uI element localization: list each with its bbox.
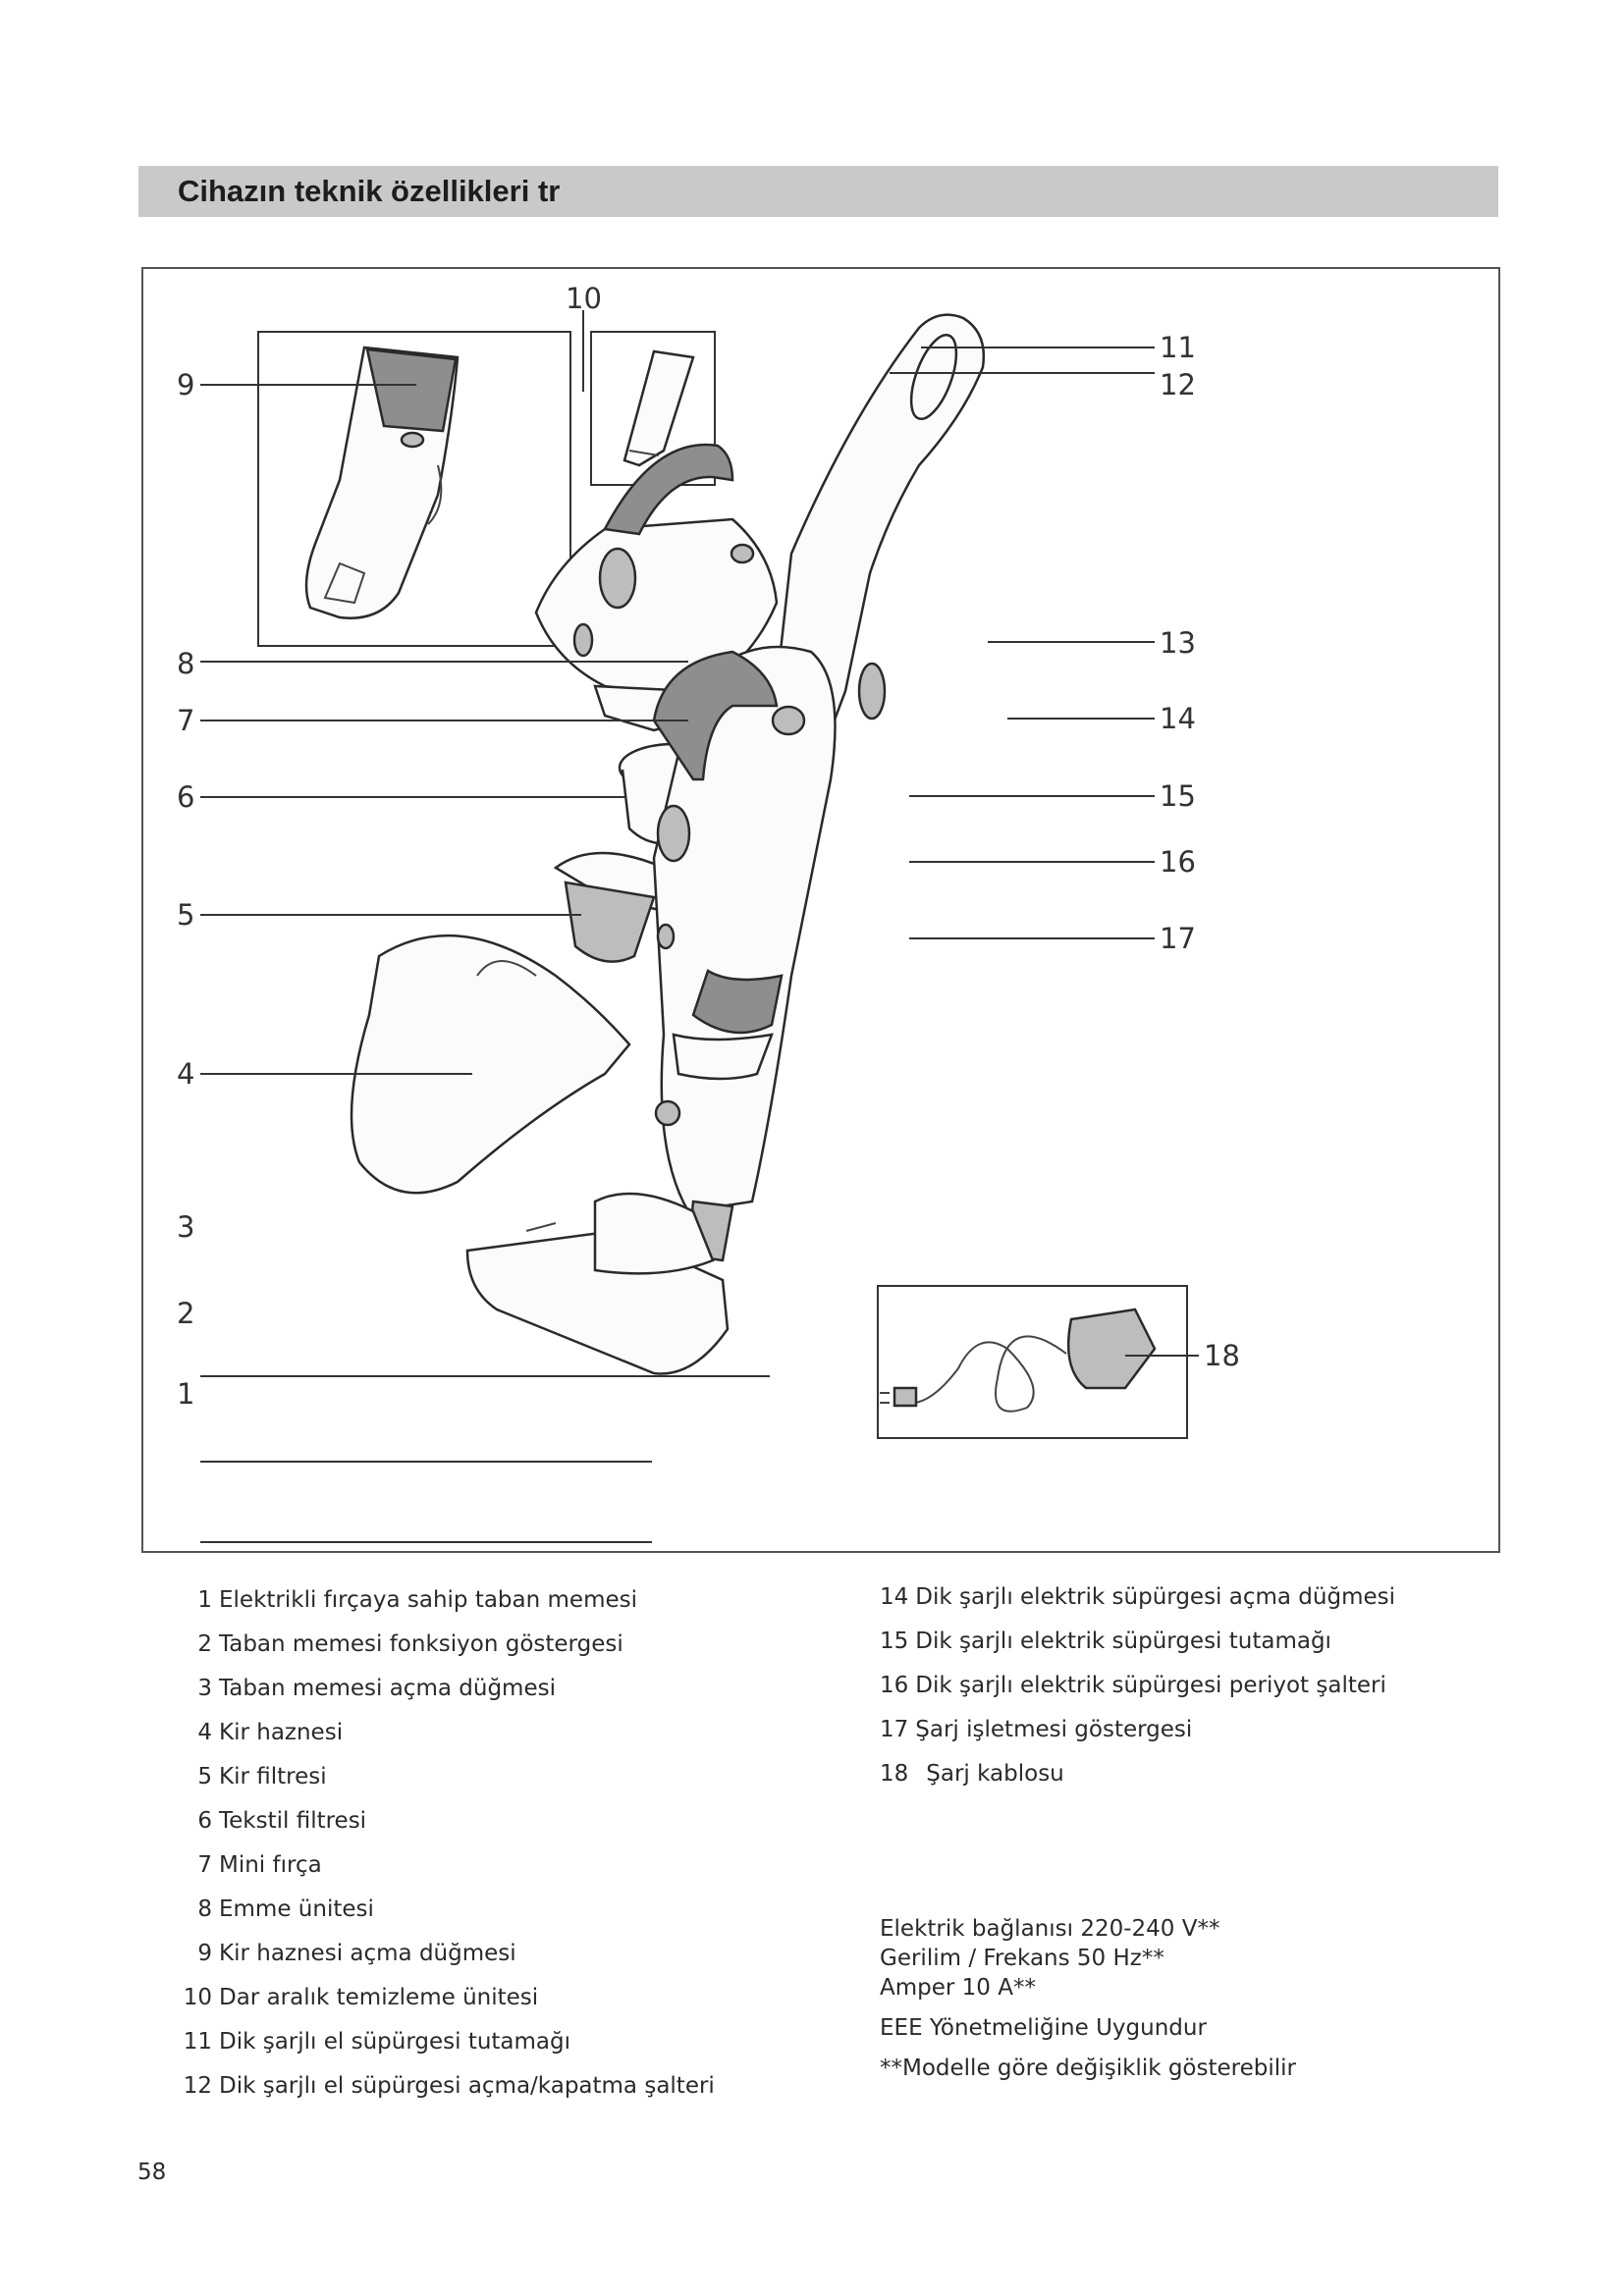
- legend-item-16: 16 Dik şarjlı elektrik süpürgesi periyot şalteri: [880, 1673, 1386, 1698]
- callout-9: 9: [177, 368, 195, 401]
- callout-13: 13: [1160, 626, 1196, 660]
- legend-item-9: 9 Kir haznesi açma düğmesi: [197, 1941, 516, 1966]
- callout-16: 16: [1160, 845, 1196, 879]
- callout-11: 11: [1160, 331, 1196, 364]
- callout-14: 14: [1160, 702, 1196, 735]
- section-header-bar: [138, 166, 1498, 217]
- legend-item-5: 5 Kir filtresi: [197, 1764, 327, 1789]
- callout-8: 8: [177, 647, 195, 680]
- product-diagram: [141, 267, 1500, 1553]
- callout-6: 6: [177, 780, 195, 814]
- handheld-unit-drawing: [306, 347, 458, 618]
- legend-item-4: 4 Kir haznesi: [197, 1720, 344, 1745]
- legend-item-15: 15 Dik şarjlı elektrik süpürgesi tutamağı: [880, 1629, 1331, 1654]
- callout-15: 15: [1160, 779, 1196, 813]
- callout-18: 18: [1204, 1339, 1240, 1372]
- legend-item-18: 18 Şarj kablosu: [880, 1761, 1064, 1787]
- legend-item-8: 8 Emme ünitesi: [197, 1896, 374, 1922]
- spec-amperage: Amper 10 A**: [880, 1975, 1036, 2001]
- callout-1: 1: [177, 1377, 195, 1411]
- page-number: 58: [137, 2160, 167, 2185]
- spec-model-note: **Modelle göre değişiklik gösterebilir: [880, 2056, 1296, 2081]
- callout-17: 17: [1160, 922, 1196, 955]
- callout-5: 5: [177, 898, 195, 932]
- spec-voltage-frequency: Gerilim / Frekans 50 Hz**: [880, 1946, 1164, 1971]
- spec-connection: Elektrik bağlanısı 220-240 V**: [880, 1916, 1220, 1942]
- callout-4: 4: [177, 1057, 195, 1091]
- legend-item-3: 3 Taban memesi açma düğmesi: [197, 1676, 556, 1701]
- callout-12: 12: [1160, 368, 1196, 401]
- charger-drawing: [880, 1309, 1155, 1412]
- callout-10: 10: [566, 282, 602, 315]
- legend-item-10: 10 Dar aralık temizleme ünitesi: [183, 1985, 539, 2010]
- legend-item-1: 1 Elektrikli fırçaya sahip taban memesi: [197, 1587, 637, 1613]
- parts-legend-left: [167, 1578, 715, 2109]
- legend-item-14: 14 Dik şarjlı elektrik süpürgesi açma düğmesi: [880, 1584, 1396, 1610]
- legend-item-11: 11 Dik şarjlı el süpürgesi tutamağı: [183, 2029, 571, 2055]
- diagram-illustration: [143, 269, 1498, 1551]
- legend-item-12: 12 Dik şarjlı el süpürgesi açma/kapatma şalteri: [183, 2073, 715, 2099]
- dust-container-drawing: [352, 935, 629, 1193]
- callout-7: 7: [177, 704, 195, 737]
- callout-3: 3: [177, 1210, 195, 1244]
- legend-item-6: 6 Tekstil filtresi: [197, 1808, 367, 1834]
- spec-eee-compliance: EEE Yönetmeliğine Uygundur: [880, 2015, 1207, 2041]
- legend-item-17: 17 Şarj işletmesi göstergesi: [880, 1717, 1193, 1742]
- legend-item-7: 7 Mini fırça: [197, 1852, 322, 1878]
- legend-item-2: 2 Taban memesi fonksiyon göstergesi: [197, 1631, 623, 1657]
- electrical-specs: [880, 1914, 1296, 2083]
- callout-2: 2: [177, 1297, 195, 1330]
- section-title: Cihazın teknik özellikleri tr: [178, 174, 561, 208]
- parts-legend-right: [880, 1575, 1395, 1796]
